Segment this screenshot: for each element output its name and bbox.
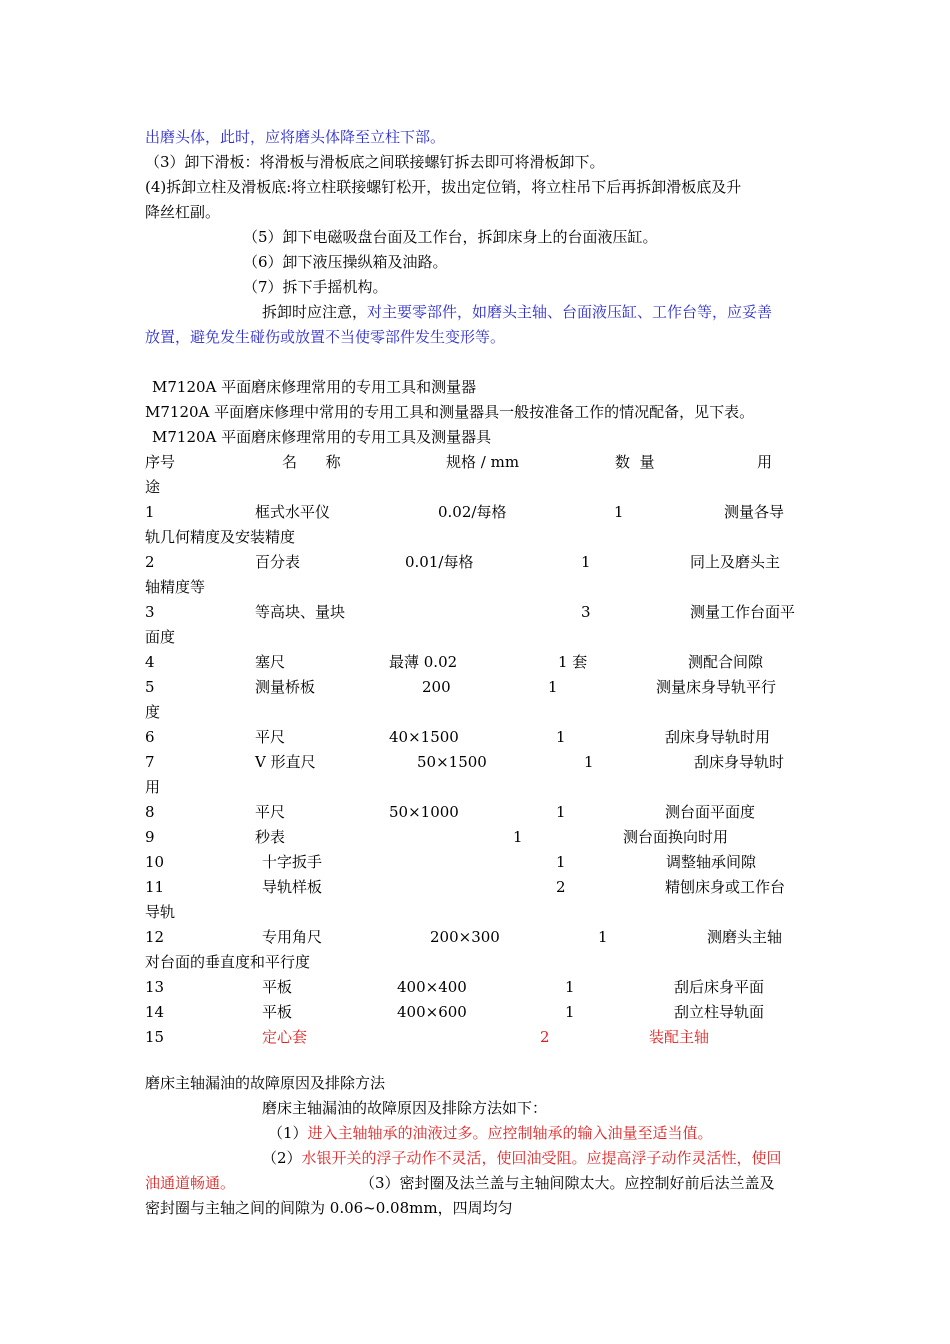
header-qty: 数 量 (615, 453, 655, 471)
leak-item-3: （3）密封圈及法兰盖与主轴间隙太大。应控制好前后法兰盖及 (360, 1174, 775, 1192)
cell-qty: 2 (556, 878, 566, 896)
cell-no: 6 (145, 728, 155, 746)
cell-qty: 1 (548, 678, 558, 696)
leak-item-3-wrap: 密封圈与主轴之间的间隙为 0.06~0.08mm，四周均匀 (145, 1199, 513, 1217)
cell-spec: 400×600 (397, 1003, 467, 1021)
cell-use: 刮后床身平面 (674, 978, 765, 996)
cell-name: 专用角尺 (262, 928, 323, 946)
cell-use: 测量各导 (724, 503, 785, 521)
tools-heading: M7120A 平面磨床修理常用的专用工具和测量器 (152, 378, 477, 396)
cell-use: 测台面平面度 (665, 803, 756, 821)
cell-qty: 1 (598, 928, 608, 946)
cell-qty: 1 (584, 753, 594, 771)
step-6: （6）卸下液压操纵箱及油路。 (243, 253, 448, 271)
cell-qty: 1 (581, 553, 591, 571)
step-7: （7）拆下手摇机构。 (243, 278, 388, 296)
cell-name: 等高块、量块 (255, 603, 346, 621)
leak-intro: 磨床主轴漏油的故障原因及排除方法如下： (262, 1099, 548, 1117)
note-line-1 (262, 302, 772, 322)
table-caption: M7120A 平面磨床修理常用的专用工具及测量器具 (152, 428, 492, 446)
cell-use: 刮立柱导轨面 (674, 1003, 765, 1021)
header-use-wrap: 途 (145, 478, 161, 496)
cell-use: 测量床身导轨平行 (656, 678, 777, 696)
cell-use-wrap: 导轨 (145, 903, 176, 921)
cell-use-wrap: 度 (145, 703, 161, 721)
cell-no: 13 (145, 978, 165, 996)
header-spec: 规格 / mm (446, 453, 520, 471)
cell-no: 7 (145, 753, 155, 771)
tools-intro: M7120A 平面磨床修理中常用的专用工具和测量器具一般按准备工作的情况配备，见下表。 (145, 403, 755, 421)
step-4-line-2: 降丝杠副。 (145, 203, 221, 221)
cell-name: 定心套 (262, 1028, 308, 1046)
cell-spec: 40×1500 (389, 728, 459, 746)
cell-name: 秒表 (255, 828, 286, 846)
cell-qty: 1 (556, 803, 566, 821)
item-2-text: 水银开关的浮子动作不灵活，使回油受阻。应提高浮子动作灵活性，使回 (301, 1149, 782, 1167)
header-no: 序号 (145, 453, 176, 471)
cell-spec: 200×300 (430, 928, 500, 946)
cell-use: 刮床身导轨时用 (665, 728, 771, 746)
cell-name: 框式水平仪 (255, 503, 331, 521)
cell-qty: 1 套 (558, 653, 588, 671)
cell-no: 3 (145, 603, 155, 621)
cell-spec: 最薄 0.02 (389, 653, 458, 671)
cell-use: 测量工作台面平 (690, 603, 796, 621)
item-1-text: 进入主轴轴承的油液过多。应控制轴承的输入油量至适当值。 (307, 1124, 713, 1142)
cell-qty: 2 (540, 1028, 550, 1046)
cell-no: 11 (145, 878, 165, 896)
leak-item-1 (268, 1123, 713, 1143)
cell-no: 5 (145, 678, 155, 696)
cell-spec: 0.01/每格 (405, 553, 474, 571)
cell-use-wrap: 轴精度等 (145, 578, 206, 596)
continuation-line: 出磨头体，此时，应将磨头体降至立柱下部。 (145, 128, 446, 146)
cell-use-wrap: 对台面的垂直度和平行度 (145, 953, 311, 971)
cell-name: 平板 (262, 978, 293, 996)
leak-item-2 (262, 1148, 782, 1168)
header-name: 名 称 (282, 453, 341, 471)
cell-qty: 1 (565, 978, 575, 996)
note-emphasis-1: 对主要零部件，如磨头主轴、台面液压缸、工作台等，应妥善 (367, 303, 773, 321)
note-emphasis-2: 放置，避免发生碰伤或放置不当使零部件发生变形等。 (145, 328, 506, 346)
cell-qty: 1 (513, 828, 523, 846)
cell-spec: 50×1500 (417, 753, 487, 771)
step-3: （3）卸下滑板：将滑板与滑板底之间联接螺钉拆去即可将滑板卸下。 (145, 153, 605, 171)
cell-use: 精刨床身或工作台 (665, 878, 786, 896)
cell-spec: 400×400 (397, 978, 467, 996)
item-1-number: （1） (268, 1124, 308, 1142)
cell-name: 百分表 (255, 553, 301, 571)
cell-use: 测配合间隙 (688, 653, 764, 671)
cell-name: V 形直尺 (255, 753, 316, 771)
cell-qty: 1 (556, 728, 566, 746)
cell-use-wrap: 面度 (145, 628, 176, 646)
cell-use: 同上及磨头主 (690, 553, 781, 571)
cell-use: 测磨头主轴 (707, 928, 783, 946)
step-4-line-1: (4)拆卸立柱及滑板底:将立柱联接螺钉松开，拔出定位销，将立柱吊下后再拆卸滑板底及升 (145, 178, 742, 196)
header-use: 用 (757, 453, 773, 471)
cell-use: 刮床身导轨时 (694, 753, 785, 771)
cell-spec: 200 (422, 678, 451, 696)
item-2-number: （2） (262, 1149, 302, 1167)
cell-use-wrap: 轨几何精度及安装精度 (145, 528, 296, 546)
cell-name: 十字扳手 (262, 853, 323, 871)
cell-name: 导轨样板 (262, 878, 323, 896)
cell-no: 1 (145, 503, 155, 521)
leak-heading: 磨床主轴漏油的故障原因及排除方法 (145, 1074, 386, 1092)
cell-use: 测台面换向时用 (623, 828, 729, 846)
cell-name: 测量桥板 (255, 678, 316, 696)
cell-no: 9 (145, 828, 155, 846)
step-5: （5）卸下电磁吸盘台面及工作台，拆卸床身上的台面液压缸。 (243, 228, 658, 246)
cell-spec: 0.02/每格 (438, 503, 507, 521)
cell-name: 平尺 (255, 803, 286, 821)
cell-name: 平尺 (255, 728, 286, 746)
cell-qty: 1 (565, 1003, 575, 1021)
cell-no: 14 (145, 1003, 165, 1021)
cell-no: 15 (145, 1028, 165, 1046)
cell-use: 调整轴承间隙 (666, 853, 757, 871)
cell-use: 装配主轴 (649, 1028, 710, 1046)
cell-no: 8 (145, 803, 155, 821)
cell-qty: 3 (581, 603, 591, 621)
note-plain: 拆卸时应注意， (262, 303, 368, 321)
cell-no: 12 (145, 928, 165, 946)
cell-no: 10 (145, 853, 165, 871)
leak-item-2-wrap: 油通道畅通。 (145, 1174, 236, 1192)
cell-no: 2 (145, 553, 155, 571)
cell-name: 平板 (262, 1003, 293, 1021)
cell-spec: 50×1000 (389, 803, 459, 821)
cell-qty: 1 (614, 503, 624, 521)
cell-use-wrap: 用 (145, 778, 161, 796)
cell-qty: 1 (556, 853, 566, 871)
cell-name: 塞尺 (255, 653, 286, 671)
cell-no: 4 (145, 653, 155, 671)
